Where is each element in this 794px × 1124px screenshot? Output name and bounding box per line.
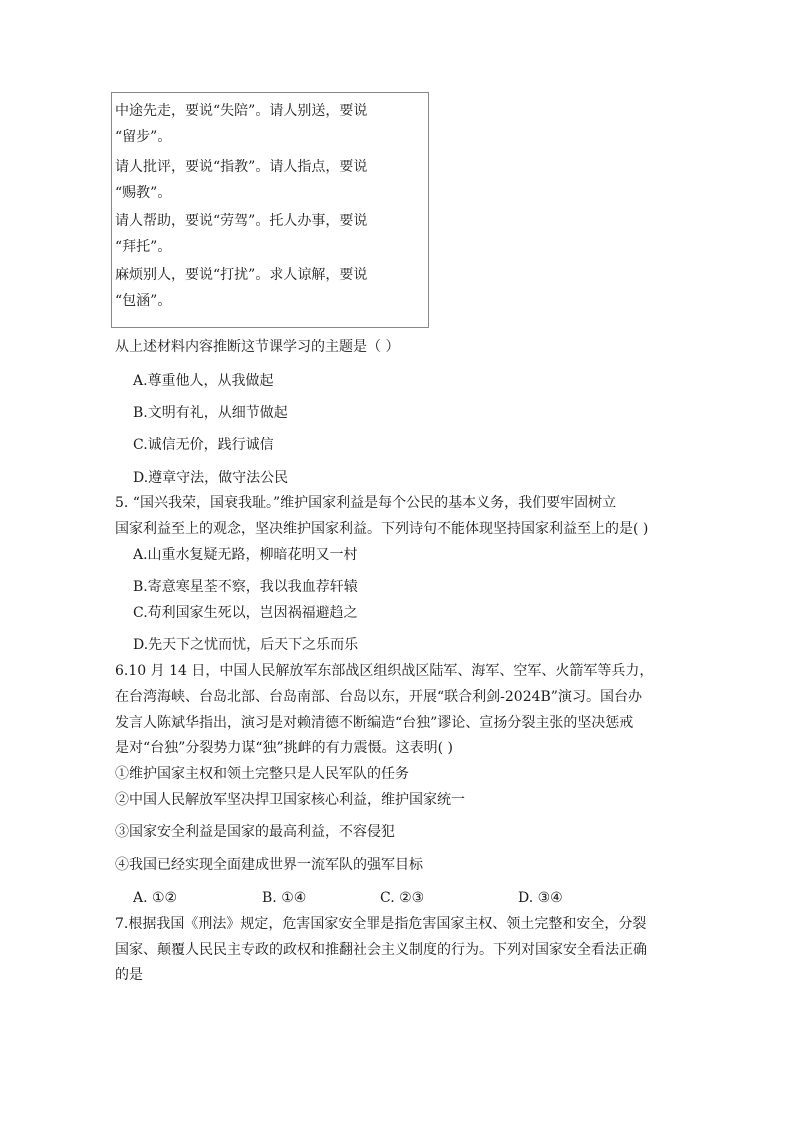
q6-statement: ①维护国家主权和领土完整只是人民军队的任务 [115, 766, 409, 782]
q4-option-b[interactable]: B.文明有礼，从细节做起 [133, 405, 288, 421]
question-5-stem-line: 5. “国兴我荣，国衰我耻。”维护国家利益是每个公民的基本义务，我们要牢固树立 [115, 495, 617, 511]
q6-statement: ④我国已经实现全面建成世界一流军队的强军目标 [115, 857, 423, 873]
q4-option-c[interactable]: C.诚信无价，践行诚信 [133, 437, 274, 453]
q6-option-d[interactable]: D. ③④ [518, 890, 563, 906]
question-7-stem-line: 国家、颠覆人民民主专政的政权和推翻社会主义制度的行为。下列对国家安全看法正确 [115, 942, 647, 958]
q6-option-a[interactable]: A. ①② [133, 890, 178, 906]
question-6-stem-line: 发言人陈斌华指出，演习是对赖清德不断编造“台独”谬论、宣扬分裂主张的坚决惩戒 [115, 715, 634, 731]
question-6-stem-line: 6.10 月 14 日，中国人民解放军东部战区组织战区陆军、海军、空军、火箭军等兵力， [115, 663, 654, 679]
q4-option-a[interactable]: A.尊重他人，从我做起 [133, 373, 274, 389]
q5-option-c[interactable]: C.苟利国家生死以，岂因祸福避趋之 [133, 605, 358, 621]
material-line: “拜托”。 [115, 239, 172, 255]
material-line: 请人批评，要说“指教”。请人指点，要说 [115, 159, 368, 175]
question-7-stem-line: 7.根据我国《刑法》规定，危害国家安全罪是指危害国家主权、领土完整和安全，分裂 [115, 916, 647, 932]
material-line: “赐教”。 [115, 185, 172, 201]
q6-option-b[interactable]: B. ①④ [262, 890, 307, 906]
question-5-stem-line: 国家利益至上的观念，坚决维护国家利益。下列诗句不能体现坚持国家利益至上的是( ) [115, 521, 649, 537]
question-7-stem-line: 的是 [115, 967, 143, 983]
question-6-stem-line: 在台湾海峡、台岛北部、台岛南部、台岛以东，开展“联合利剑-2024B”演习。国台办 [115, 689, 642, 705]
material-line: 麻烦别人，要说“打扰”。求人谅解，要说 [115, 267, 368, 283]
material-line: “包涵”。 [115, 293, 172, 309]
q5-option-b[interactable]: B.寄意寒星荃不察，我以我血荐轩辕 [133, 579, 358, 595]
q6-statement: ②中国人民解放军坚决捍卫国家核心利益，维护国家统一 [115, 792, 465, 808]
q5-option-d[interactable]: D.先天下之忧而忧，后天下之乐而乐 [133, 637, 359, 653]
q5-option-a[interactable]: A.山重水复疑无路，柳暗花明又一村 [133, 547, 358, 563]
material-line: 请人帮助，要说“劳驾”。托人办事，要说 [115, 213, 368, 229]
question-6-stem-line: 是对“台独”分裂势力谋“独”挑衅的有力震慑。这表明( ) [115, 740, 454, 756]
material-line: “留步”。 [115, 129, 172, 145]
q4-option-d[interactable]: D.遵章守法，做守法公民 [133, 470, 289, 486]
q6-option-c[interactable]: C. ②③ [380, 890, 425, 906]
material-line: 中途先走，要说“失陪”。请人别送，要说 [115, 103, 368, 119]
question-4-stem: 从上述材料内容推断这节课学习的主题是（ ） [115, 339, 400, 355]
q6-statement: ③国家安全利益是国家的最高利益，不容侵犯 [115, 824, 395, 840]
